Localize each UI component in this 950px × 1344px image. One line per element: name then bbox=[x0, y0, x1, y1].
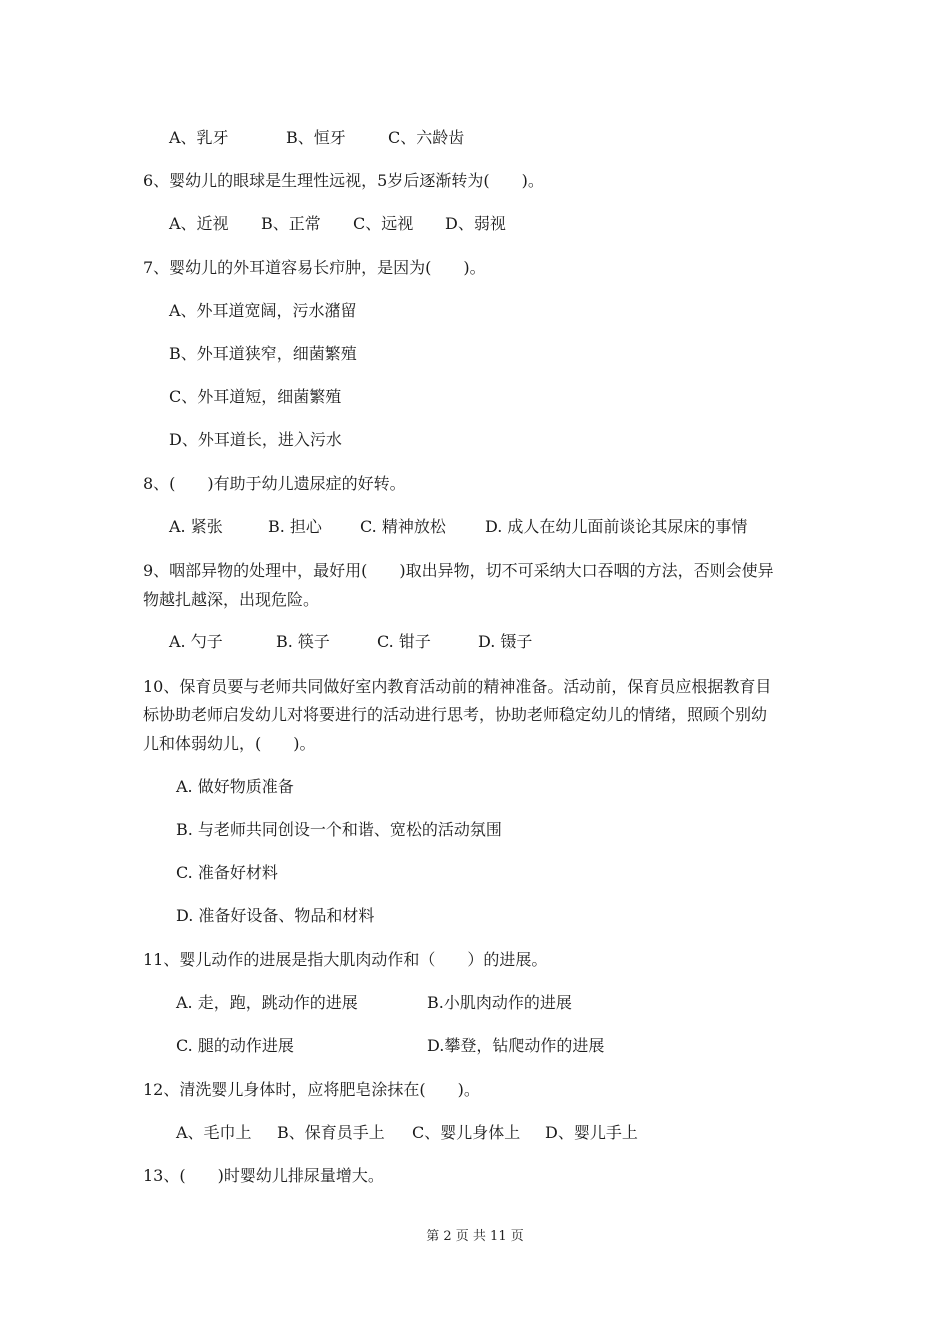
q9-option-c: C. 钳子 bbox=[377, 632, 431, 651]
q6-stem: 6、婴幼儿的眼球是生理性远视，5岁后逐渐转为( )。 bbox=[143, 171, 544, 190]
q12-option-a: A、毛巾上 bbox=[176, 1123, 252, 1142]
q10-option-c: C. 准备好材料 bbox=[176, 863, 278, 882]
q5-option-b: B、恒牙 bbox=[286, 128, 346, 147]
q10-stem-line-2: 标协助老师启发幼儿对将要进行的活动进行思考，协助老师稳定幼儿的情绪，照顾个别幼 bbox=[143, 705, 768, 724]
q7-option-b: B、外耳道狭窄，细菌繁殖 bbox=[169, 344, 357, 363]
q12-stem: 12、清洗婴儿身体时，应将肥皂涂抹在( )。 bbox=[143, 1080, 480, 1099]
q11-stem: 11、婴儿动作的进展是指大肌肉动作和（ ）的进展。 bbox=[143, 950, 548, 969]
q6-option-d: D、弱视 bbox=[445, 214, 506, 233]
q6-option-c: C、远视 bbox=[353, 214, 414, 233]
q5-option-c: C、六龄齿 bbox=[388, 128, 465, 147]
q7-option-c: C、外耳道短，细菌繁殖 bbox=[169, 387, 342, 406]
q9-stem-line-2: 物越扎越深，出现危险。 bbox=[143, 590, 320, 609]
q6-option-a: A、近视 bbox=[169, 214, 229, 233]
q10-option-d: D. 准备好设备、物品和材料 bbox=[176, 906, 375, 925]
q5-option-a: A、乳牙 bbox=[169, 128, 229, 147]
q7-option-d: D、外耳道长，进入污水 bbox=[169, 430, 342, 449]
q11-option-c: C. 腿的动作进展 bbox=[176, 1036, 294, 1055]
q7-stem: 7、婴幼儿的外耳道容易长疖肿，是因为( )。 bbox=[143, 258, 486, 277]
q12-option-d: D、婴儿手上 bbox=[545, 1123, 638, 1142]
q10-stem-line-1: 10、保育员要与老师共同做好室内教育活动前的精神准备。活动前，保育员应根据教育目 bbox=[143, 677, 772, 696]
q12-option-b: B、保育员手上 bbox=[277, 1123, 385, 1142]
q8-stem: 8、( )有助于幼儿遗尿症的好转。 bbox=[143, 474, 406, 493]
q11-option-d: D.攀登，钻爬动作的进展 bbox=[427, 1036, 605, 1055]
page-number: 第 2 页 共 11 页 bbox=[426, 1229, 524, 1244]
q9-option-b: B. 筷子 bbox=[276, 632, 330, 651]
q13-stem: 13、( )时婴幼儿排尿量增大。 bbox=[143, 1166, 384, 1185]
q9-stem-line-1: 9、咽部异物的处理中，最好用( )取出异物，切不可采纳大口吞咽的方法，否则会使异 bbox=[143, 561, 774, 580]
q8-option-c: C. 精神放松 bbox=[360, 517, 446, 536]
q12-option-c: C、婴儿身体上 bbox=[412, 1123, 521, 1142]
q7-option-a: A、外耳道宽阔，污水潴留 bbox=[169, 301, 357, 320]
q9-option-d: D. 镊子 bbox=[478, 632, 533, 651]
q9-option-a: A. 勺子 bbox=[169, 632, 223, 651]
q8-option-b: B. 担心 bbox=[268, 517, 322, 536]
q10-stem-line-3: 儿和体弱幼儿，( )。 bbox=[143, 734, 316, 753]
q6-option-b: B、正常 bbox=[261, 214, 321, 233]
q11-option-a: A. 走，跑，跳动作的进展 bbox=[176, 993, 358, 1012]
q10-option-b: B. 与老师共同创设一个和谐、宽松的活动氛围 bbox=[176, 820, 502, 839]
q10-option-a: A. 做好物质准备 bbox=[176, 777, 294, 796]
q8-option-a: A. 紧张 bbox=[169, 517, 223, 536]
q11-option-b: B.小肌肉动作的进展 bbox=[427, 993, 572, 1012]
q8-option-d: D. 成人在幼儿面前谈论其尿床的事情 bbox=[485, 517, 748, 536]
